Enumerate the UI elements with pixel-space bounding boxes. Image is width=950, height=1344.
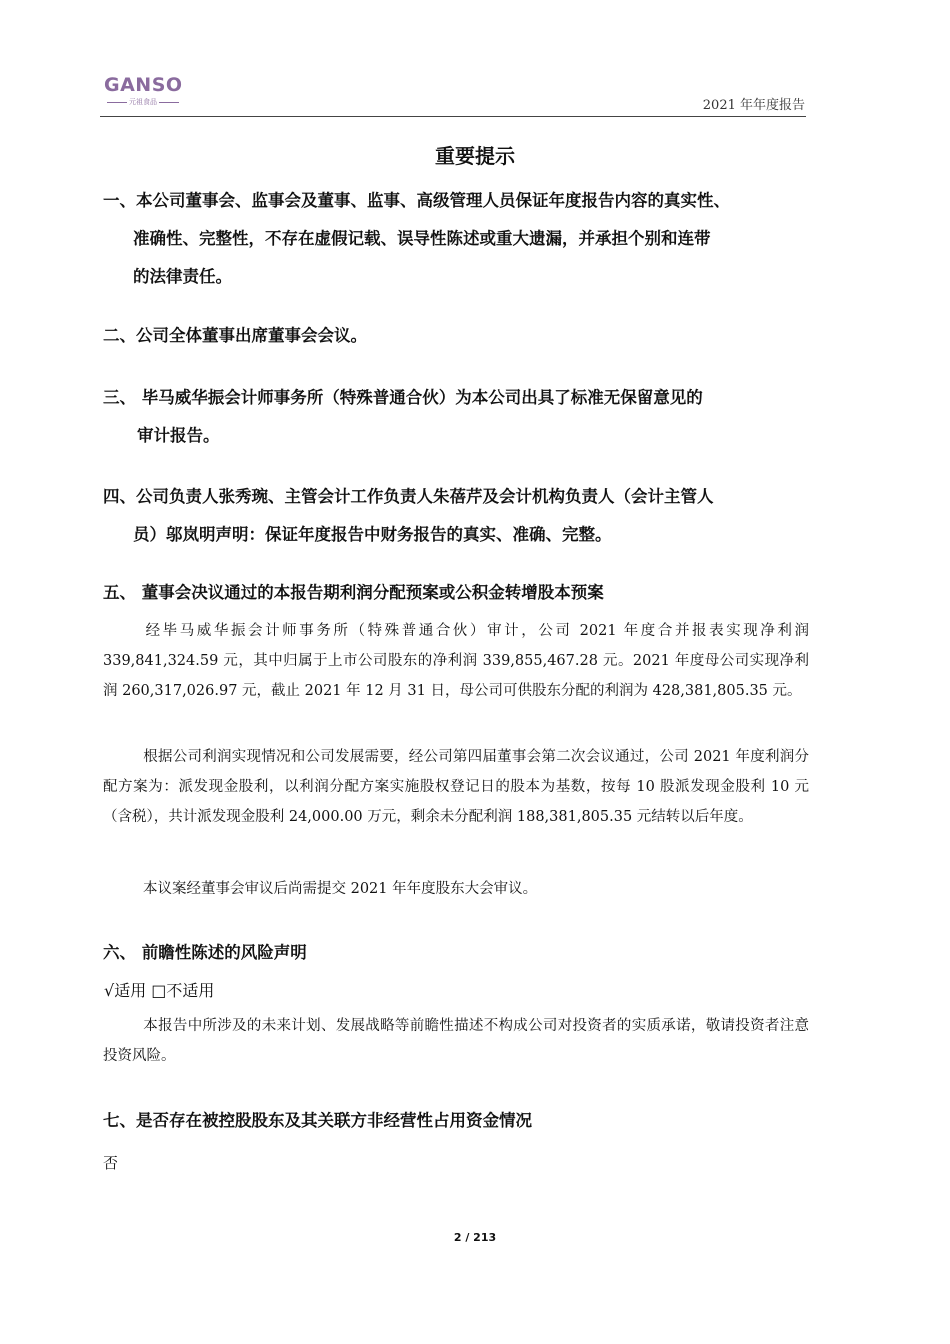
section-2	[103, 317, 809, 355]
logo-subtitle: 元祖食品	[104, 97, 182, 107]
company-logo	[104, 74, 182, 110]
section-5-paragraph-3: 本议案经董事会审议后尚需提交 2021 年年度股东大会审议。	[143, 881, 538, 897]
page-number: 2 / 213	[453, 1231, 497, 1244]
section-6-paragraph: 本报告中所涉及的未来计划、发展战略等前瞻性描述不构成公司对投资者的实质承诺，敬请投资者注意投资风险。	[103, 1018, 809, 1064]
section-1-line-2: 准确性、完整性，不存在虚假记载、误导性陈述或重大遗漏，并承担个别和连带	[133, 229, 711, 248]
section-6-heading: 六、 前瞻性陈述的风险声明	[103, 943, 307, 962]
section-5-paragraph-1: 经毕马威华振会计师事务所（特殊普通合伙）审计，公司 2021 年度合并报表实现净利润 339,841,324.59 元，其中归属于上市公司股东的净利润 339,855,467.28 元。2021 年度母公司实现净利润 260,317,026.97 元，截止 2021 年 12 月 31 日，母公司可供股东分配的利润为 428,381,805.35 元。	[103, 623, 809, 699]
section-1	[103, 182, 809, 296]
section-3	[103, 379, 809, 455]
section-4	[103, 478, 809, 554]
logo-text: GANSO	[104, 74, 183, 96]
section-4-line-2: 员）邬岚明声明：保证年度报告中财务报告的真实、准确、完整。	[133, 525, 612, 544]
section-5-heading: 五、 董事会决议通过的本报告期利润分配预案或公积金转增股本预案	[103, 583, 604, 602]
header-divider	[100, 116, 806, 117]
section-5-paragraph-2: 根据公司利润实现情况和公司发展需要，经公司第四届董事会第二次会议通过，公司 2021 年度利润分配方案为：派发现金股利，以利润分配方案实施股权登记日的股本为基数，按每 10 股派发现金股利 10 元（含税），共计派发现金股利 24,000.00 万元，剩余未分配利润 188,381,805.35 元结转以后年度。	[103, 749, 809, 825]
section-7-answer: 否	[103, 1154, 119, 1172]
section-3-line-2: 审计报告。	[137, 426, 220, 445]
section-2-line-1: 二、公司全体董事出席董事会会议。	[103, 326, 367, 345]
report-title: 2021 年年度报告	[702, 98, 805, 113]
section-1-line-1: 一、本公司董事会、监事会及董事、监事、高级管理人员保证年度报告内容的真实性、	[103, 191, 730, 210]
page-title: 重要提示	[435, 144, 515, 168]
section-1-line-3: 的法律责任。	[133, 267, 232, 286]
section-7-heading: 七、是否存在被控股股东及其关联方非经营性占用资金情况	[103, 1111, 532, 1130]
applicability-checkbox: √适用 □不适用	[104, 981, 215, 1000]
section-4-line-1: 四、公司负责人张秀琬、主管会计工作负责人朱蓓芹及会计机构负责人（会计主管人	[103, 487, 714, 506]
section-3-line-1: 三、 毕马威华振会计师事务所（特殊普通合伙）为本公司出具了标准无保留意见的	[103, 388, 703, 407]
